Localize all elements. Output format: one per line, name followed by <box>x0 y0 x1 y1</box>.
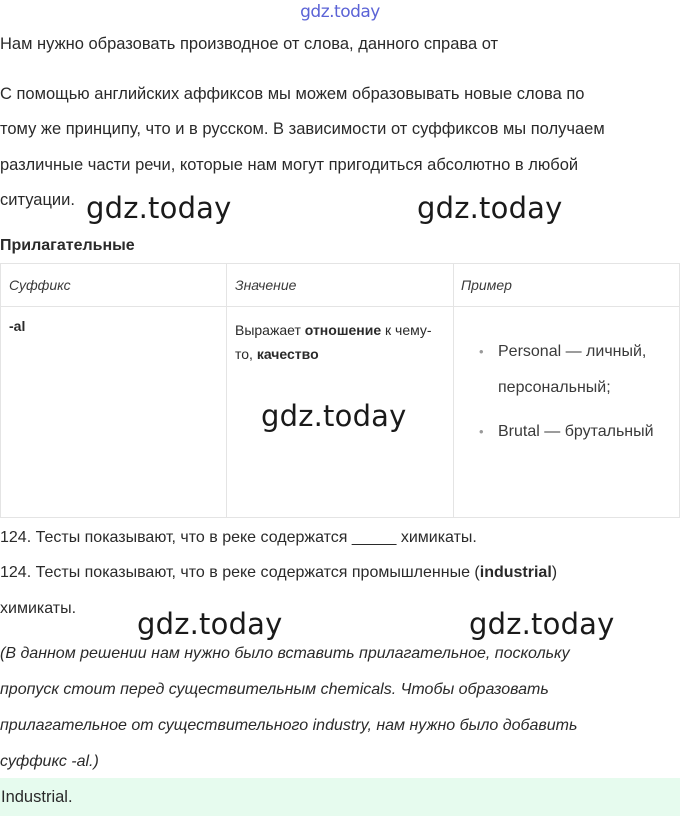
explanation-line-3: прилагательное от существительного industry, нам нужно было добавить <box>0 717 578 734</box>
exercise-question: 124. Тесты показывают, что в реке содержатся _____ химикаты. <box>0 529 477 546</box>
meaning-emphasis: отношение <box>304 322 382 338</box>
meaning-cell <box>235 318 435 366</box>
watermark: gdz.today <box>417 191 563 225</box>
example-text: Brutal — брутальный <box>498 423 654 440</box>
column-header-example: Пример <box>461 277 512 293</box>
suffix-table <box>0 263 680 518</box>
list-item <box>479 334 674 406</box>
intro-line-4: ситуации. <box>0 191 75 209</box>
watermark: gdz.today <box>469 607 615 641</box>
meaning-text: Выражает <box>235 322 305 338</box>
table-header-row <box>1 264 679 307</box>
table-divider <box>453 264 454 517</box>
answer-block <box>0 778 680 816</box>
answer-text: 124. Тесты показывают, что в реке содержатся промышленные ( <box>0 564 480 581</box>
intro-line-2: тому же принципу, что и в русском. В зависимости от суффиксов мы получаем <box>0 120 605 138</box>
intro-line-3: различные части речи, которые нам могут пригодиться абсолютно в любой <box>0 156 579 174</box>
table-divider <box>226 264 227 517</box>
answer-text: ) <box>551 564 558 581</box>
task-statement: Нам нужно образовать производное от слова, данного справа от <box>0 35 499 53</box>
meaning-emphasis: качество <box>256 346 319 362</box>
watermark: gdz.today <box>86 191 232 225</box>
exercise-answer-continuation: химикаты. <box>0 600 77 617</box>
explanation-line-2: пропуск стоит перед существительным chemicals. Чтобы образовать <box>0 681 549 698</box>
bullet-icon: • <box>479 344 484 359</box>
meaning-text: к чему-то, <box>235 322 432 362</box>
section-heading: Прилагательные <box>0 237 135 254</box>
column-header-suffix: Суффикс <box>9 277 71 293</box>
example-text: Personal — личный, персональный; <box>498 343 647 396</box>
final-answer: Industrial. <box>1 788 73 806</box>
watermark: gdz.today <box>137 607 283 641</box>
suffix-cell: -al <box>9 318 26 334</box>
answer-word: industrial <box>479 564 552 581</box>
example-list <box>479 334 674 458</box>
watermark: gdz.today <box>261 399 407 433</box>
explanation-line-4: суффикс -al.) <box>0 753 99 770</box>
column-header-meaning: Значение <box>235 277 297 293</box>
intro-line-1: С помощью английских аффиксов мы можем образовывать новые слова по <box>0 85 585 103</box>
watermark-top: gdz.today <box>300 2 380 22</box>
explanation-line-1: (В данном решении нам нужно было вставить прилагательное, поскольку <box>0 645 570 662</box>
bullet-icon: • <box>479 424 484 439</box>
list-item <box>479 414 674 450</box>
exercise-answer <box>0 564 557 582</box>
